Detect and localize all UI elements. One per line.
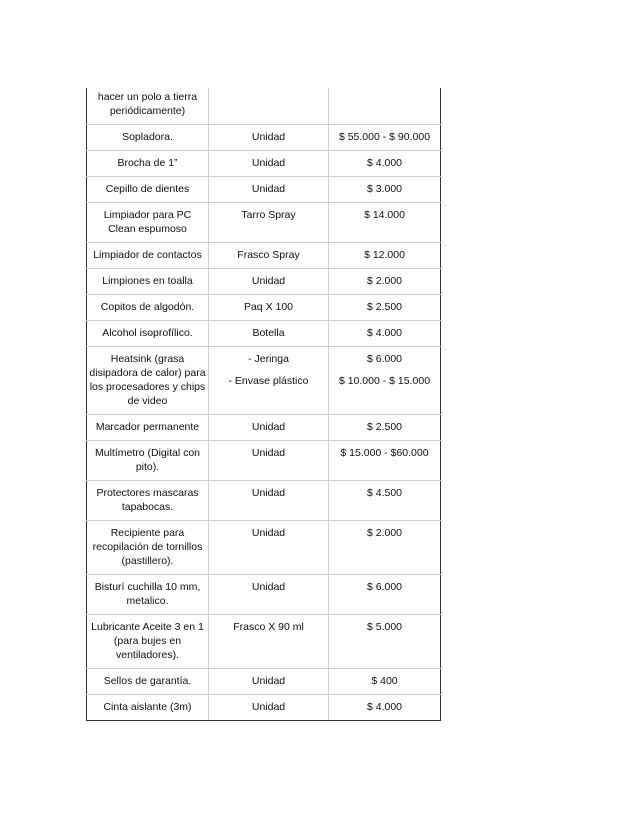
price-cell: $ 4.000 xyxy=(329,695,441,721)
unit-cell: Tarro Spray xyxy=(209,203,329,243)
unit-cell xyxy=(209,88,329,125)
item-cell: Sopladora. xyxy=(87,125,209,151)
table-row xyxy=(87,415,441,441)
table-row xyxy=(87,295,441,321)
price-cell: $ 3.000 xyxy=(329,177,441,203)
table-row xyxy=(87,669,441,695)
item-cell: Protectores mascaras tapabocas. xyxy=(87,481,209,521)
unit-cell: Unidad xyxy=(209,269,329,295)
price-cell: $ 2.500 xyxy=(329,295,441,321)
table-row xyxy=(87,177,441,203)
item-cell: Lubricante Aceite 3 en 1 (para bujes en ventiladores). xyxy=(87,615,209,669)
unit-cell: Unidad xyxy=(209,575,329,615)
unit-line: - Envase plástico xyxy=(228,375,309,387)
unit-cell: Unidad xyxy=(209,669,329,695)
item-cell: Multímetro (Digital con pito). xyxy=(87,441,209,481)
price-cell xyxy=(329,88,441,125)
price-cell: $ 400 xyxy=(329,669,441,695)
unit-cell: Unidad xyxy=(209,151,329,177)
item-cell: Alcohol isoprofílico. xyxy=(87,321,209,347)
item-cell: hacer un polo a tierra periódicamente) xyxy=(87,88,209,125)
price-cell: $ 14.000 xyxy=(329,203,441,243)
supplies-price-table xyxy=(86,88,441,721)
price-line: $ 6.000 xyxy=(366,353,403,365)
price-cell: $ 15.000 - $60.000 xyxy=(329,441,441,481)
price-cell: $ 55.000 - $ 90.000 xyxy=(329,125,441,151)
item-cell: Sellos de garantía. xyxy=(87,669,209,695)
item-cell: Bisturí cuchilla 10 mm, metalico. xyxy=(87,575,209,615)
item-cell: Limpiones en toalla xyxy=(87,269,209,295)
item-cell: Cinta aislante (3m) xyxy=(87,695,209,721)
table-row xyxy=(87,88,441,125)
unit-cell: Unidad xyxy=(209,415,329,441)
item-cell: Cepillo de dientes xyxy=(87,177,209,203)
table-row xyxy=(87,243,441,269)
table-row xyxy=(87,269,441,295)
table-row xyxy=(87,203,441,243)
table-row xyxy=(87,125,441,151)
item-cell: Heatsink (grasa disipadora de calor) para los procesadores y chips de video xyxy=(87,347,209,415)
table-row xyxy=(87,441,441,481)
table-row xyxy=(87,695,441,721)
table-row xyxy=(87,481,441,521)
price-cell: $ 12.000 xyxy=(329,243,441,269)
unit-cell: Frasco Spray xyxy=(209,243,329,269)
table-row xyxy=(87,575,441,615)
unit-cell: Botella xyxy=(209,321,329,347)
unit-cell: Unidad xyxy=(209,481,329,521)
price-cell: $ 2.000 xyxy=(329,269,441,295)
price-cell: $ 6.000 xyxy=(329,575,441,615)
unit-cell: Unidad xyxy=(209,521,329,575)
unit-cell: Paq X 100 xyxy=(209,295,329,321)
unit-cell xyxy=(209,347,329,415)
unit-cell: Frasco X 90 ml xyxy=(209,615,329,669)
table-row xyxy=(87,615,441,669)
item-cell: Marcador permanente xyxy=(87,415,209,441)
item-cell: Copitos de algodón. xyxy=(87,295,209,321)
price-cell xyxy=(329,347,441,415)
table-row xyxy=(87,521,441,575)
unit-cell: Unidad xyxy=(209,125,329,151)
price-cell: $ 5.000 xyxy=(329,615,441,669)
price-cell: $ 4.000 xyxy=(329,321,441,347)
price-cell: $ 2.500 xyxy=(329,415,441,441)
table-row xyxy=(87,151,441,177)
unit-cell: Unidad xyxy=(209,441,329,481)
unit-line: - Jeringa xyxy=(248,353,289,365)
price-line: $ 10.000 - $ 15.000 xyxy=(338,375,431,387)
price-cell: $ 4.500 xyxy=(329,481,441,521)
item-cell: Recipiente para recopilación de tornillos (pastillero). xyxy=(87,521,209,575)
price-cell: $ 2.000 xyxy=(329,521,441,575)
unit-cell: Unidad xyxy=(209,695,329,721)
item-cell: Limpiador para PC Clean espumoso xyxy=(87,203,209,243)
table-row xyxy=(87,347,441,415)
price-cell: $ 4.000 xyxy=(329,151,441,177)
item-cell: Limpiador de contactos xyxy=(87,243,209,269)
item-cell: Brocha de 1” xyxy=(87,151,209,177)
unit-cell: Unidad xyxy=(209,177,329,203)
table-row xyxy=(87,321,441,347)
